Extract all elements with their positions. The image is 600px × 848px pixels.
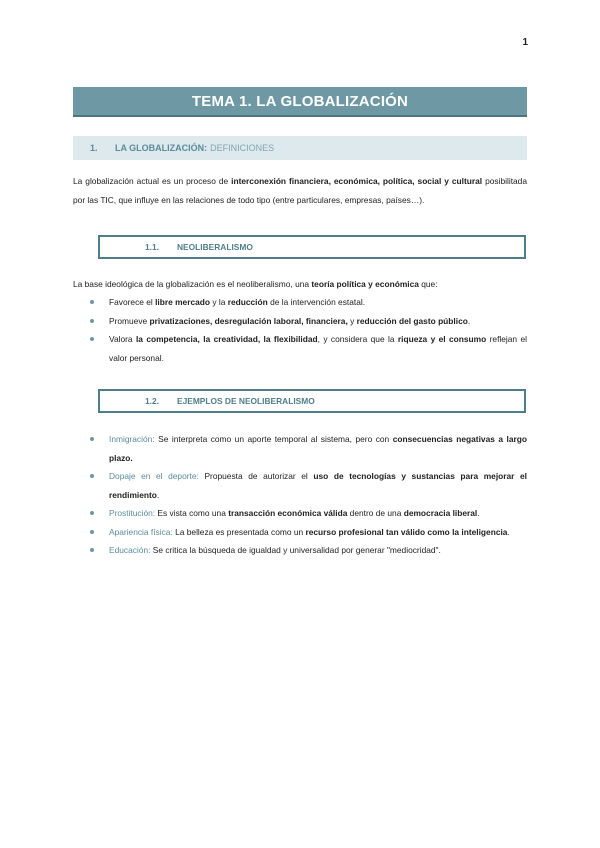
section-number: 1. bbox=[90, 143, 98, 153]
bullet-dot bbox=[90, 511, 94, 515]
intro-paragraph bbox=[73, 172, 527, 209]
bullet-dot bbox=[90, 530, 94, 534]
list-item: Inmigración: Se interpreta como un aporte temporal al sistema, pero con consecuencias negativas a largo plazo. bbox=[73, 430, 527, 467]
neoliberalismo-list bbox=[73, 293, 527, 367]
list-item: Valora la competencia, la creatividad, la flexibilidad, y considera que la riqueza y el consumo reflejan el valor personal. bbox=[73, 330, 527, 367]
section-title: LA GLOBALIZACIÓN: bbox=[115, 143, 208, 153]
subsection-title: EJEMPLOS DE NEOLIBERALISMO bbox=[177, 396, 315, 406]
bullet-dot bbox=[90, 548, 94, 552]
list-item: Apariencia física: La belleza es presentada como un recurso profesional tan válido como la inteligencia. bbox=[73, 523, 527, 542]
list-item: Promueve privatizaciones, desregulación laboral, financiera, y reducción del gasto público. bbox=[73, 312, 527, 331]
list-item: Prostitución: Es vista como una transacción económica válida dentro de una democracia liberal. bbox=[73, 504, 527, 523]
neoliberalismo-intro bbox=[73, 275, 527, 294]
p2-bold: teoría política y económica bbox=[311, 279, 419, 289]
list-item: Favorece el libre mercado y la reducción de la intervención estatal. bbox=[73, 293, 527, 312]
intro-text-end: posibilitada por las TIC, que influye en las relaciones de todo tipo (entre particulares, empresas, países…). bbox=[73, 176, 527, 205]
subsection-neoliberalismo bbox=[98, 235, 526, 259]
subsection-number: 1.2. bbox=[145, 396, 159, 406]
bullet-dot bbox=[90, 337, 94, 341]
bullet-dot bbox=[90, 319, 94, 323]
subsection-ejemplos bbox=[98, 389, 526, 413]
chapter-title: TEMA 1. LA GLOBALIZACIÓN bbox=[191, 92, 409, 110]
p2-text: La base ideológica de la globalización es el neoliberalismo, una bbox=[73, 279, 312, 289]
intro-bold: interconexión financiera, económica, política, social y cultural bbox=[231, 176, 483, 186]
subsection-number: 1.1. bbox=[145, 242, 159, 252]
list-item: Dopaje en el deporte: Propuesta de autorizar el uso de tecnologías y sustancias para mejorar el rendimiento. bbox=[73, 467, 527, 504]
subsection-title: NEOLIBERALISMO bbox=[177, 242, 253, 252]
bullet-dot bbox=[90, 437, 94, 441]
intro-text: La globalización actual es un proceso de bbox=[73, 176, 232, 186]
chapter-title-band bbox=[73, 87, 527, 117]
bullet-dot bbox=[90, 300, 94, 304]
section-heading bbox=[73, 136, 527, 160]
p2-text-end: que: bbox=[418, 279, 438, 289]
section-subtitle: DEFINICIONES bbox=[210, 143, 275, 153]
bullet-dot bbox=[90, 474, 94, 478]
list-item: Educación: Se critica la búsqueda de igualdad y universalidad por generar "mediocridad". bbox=[73, 541, 527, 560]
examples-list bbox=[73, 430, 527, 560]
page-number: 1 bbox=[522, 37, 528, 48]
